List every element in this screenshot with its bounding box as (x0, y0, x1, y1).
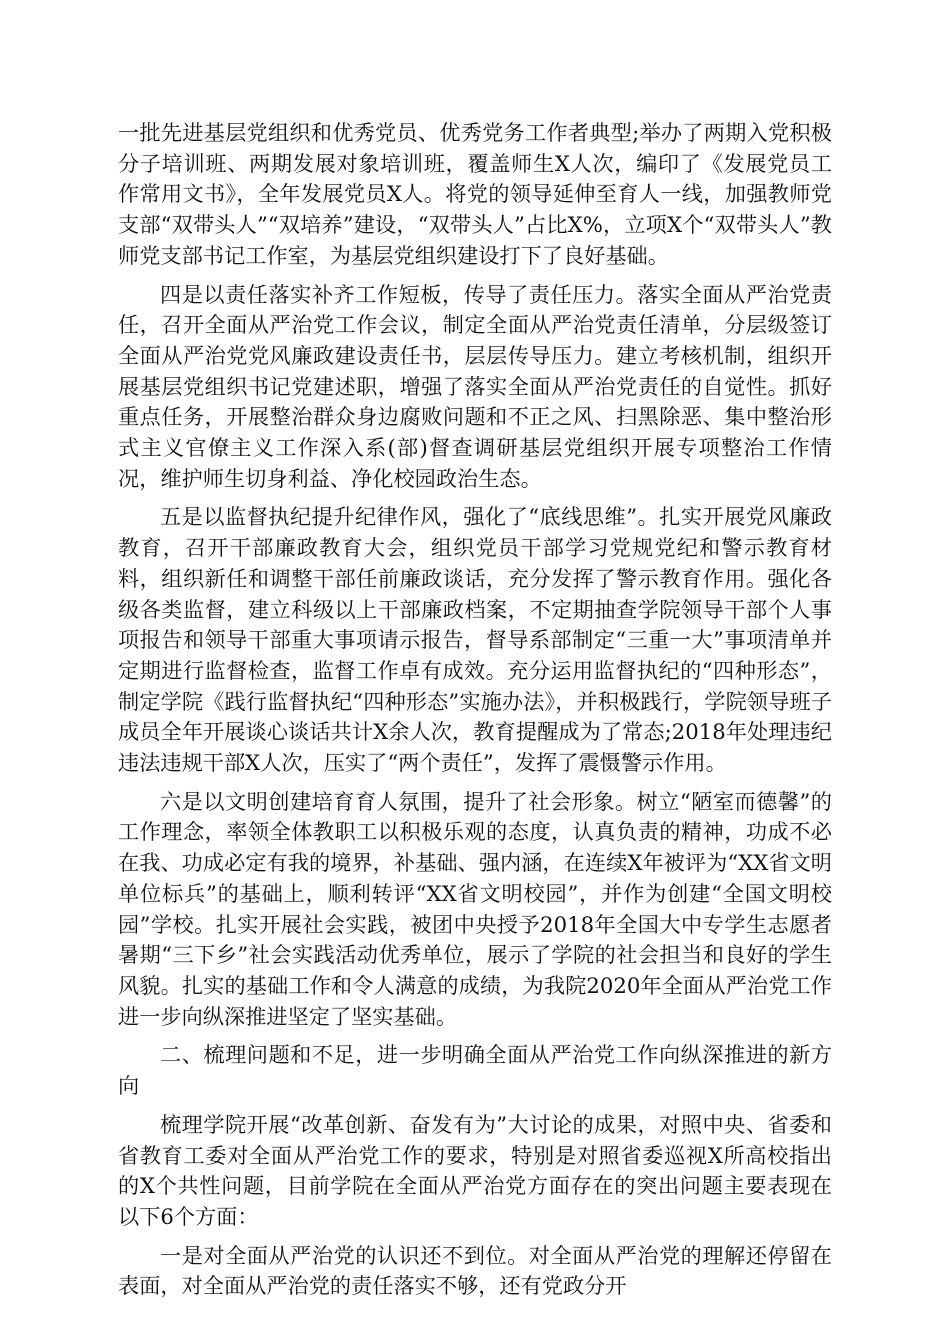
paragraph-problem-one: 一是对全面从严治党的认识还不到位。对全面从严治党的理解还停留在表面，对全面从严治党的责任落实不够，还有党政分开 (118, 1242, 832, 1299)
paragraph-civilization: 六是以文明创建培育育人氛围，提升了社会形象。树立“陋室而德馨”的工作理念，率领全体教职工以积极乐观的态度，认真负责的精神，功成不必在我、功成必定有我的境界，补基础、强内涵，在连续X年被评为“XX省文明单位标兵”的基础上，顺利转评“XX省文明校园”，并作为创建“全国文明校园”学校。扎实开展社会实践，被团中央授予2018年全国大中专学生志愿者暑期“三下乡”社会实践活动优秀单位，展示了学院的社会担当和良好的学生风貌。扎实的基础工作和令人满意的成绩，为我院2020年全面从严治党工作进一步向纵深推进坚定了坚实基础。 (118, 788, 832, 1029)
section-heading-problems: 二、梳理问题和不足，进一步明确全面从严治党工作向纵深推进的新方向 (118, 1042, 832, 1099)
paragraph-supervision: 五是以监督执纪提升纪律作风，强化了“底线思维”。扎实开展党风廉政教育，召开干部廉政教育大会，组织党员干部学习党规党纪和警示教育材料，组织新任和调整干部任前廉政谈话，充分发挥了警示教育作用。强化各级各类监督，建立科级以上干部廉政档案，不定期抽查学院领导干部个人事项报告和领导干部重大事项请示报告，督导系部制定“三重一大”事项清单并定期进行监督检查，监督工作卓有成效。充分运用监督执纪的“四种形态”，制定学院《践行监督执纪“四种形态”实施办法》，并积极践行，学院领导班子成员全年开展谈心谈话共计X余人次，教育提醒成为了常态;2018年处理违纪违法违规干部X人次，压实了“两个责任”，发挥了震慑警示作用。 (118, 504, 832, 776)
document-page (118, 118, 832, 1310)
paragraph-problems-intro: 梳理学院开展“改革创新、奋发有为”大讨论的成果，对照中央、省委和省教育工委对全面从严治党工作的要求，特别是对照省委巡视X所高校指出的X个共性问题，目前学院在全面从严治党方面存在的突出问题主要表现在以下6个方面： (118, 1111, 832, 1229)
paragraph-responsibility: 四是以责任落实补齐工作短板，传导了责任压力。落实全面从严治党责任，召开全面从严治党工作会议，制定全面从严治党责任清单，分层级签订全面从严治党党风廉政建设责任书，层层传导压力。建立考核机制，组织开展基层党组织书记党建述职，增强了落实全面从严治党责任的自觉性。抓好重点任务，开展整治群众身边腐败问题和不正之风、扫黑除恶、集中整治形式主义官僚主义工作深入系(部)督查调研基层党组织开展专项整治工作情况，维护师生切身利益、净化校园政治生态。 (118, 281, 832, 491)
paragraph-party-organization: 一批先进基层党组织和优秀党员、优秀党务工作者典型;举办了两期入党积极分子培训班、两期发展对象培训班，覆盖师生X人次，编印了《发展党员工作常用文书》，全年发展党员X人。将党的领导延伸至育人一线，加强教师党支部“双带头人”“双培养”建设，“双带头人”占比X%，立项X个“双带头人”教师党支部书记工作室，为基层党组织建设打下了良好基础。 (118, 120, 832, 268)
